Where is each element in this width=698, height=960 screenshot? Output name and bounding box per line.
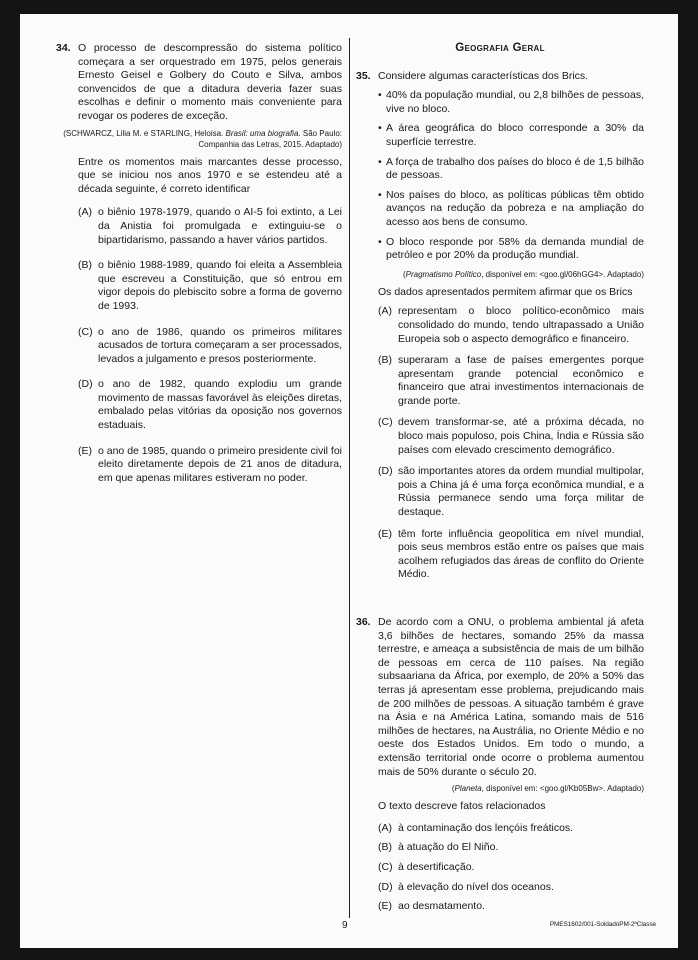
question-number: 35. <box>356 69 371 82</box>
list-item <box>356 122 644 149</box>
option-d[interactable] <box>356 881 644 895</box>
source-author: (SCHWARCZ, Lilia M. e STARLING, Heloisa. <box>63 128 226 138</box>
option-d[interactable] <box>356 465 644 519</box>
option-text: o biênio 1988-1989, quando foi eleita a Assembleia que escreveu a Constituição, que só entrou em vigor depois do plebiscito sobre a forma de governo de 1993. <box>98 259 342 312</box>
source-paren: ( <box>402 269 406 279</box>
question-prompt: Entre os momentos mais marcantes desse processo, que se iniciou nos anos 1970 e se estendeu até a década seguinte, é correto identificar <box>78 155 342 195</box>
option-d[interactable] <box>56 378 342 432</box>
source-details: , disponível em: <goo.gl/Kb05Bw>. Adaptado) <box>481 784 644 794</box>
exam-page <box>20 14 678 948</box>
question-34 <box>56 42 342 124</box>
exam-code: PMES1602/001-SoldadoPM-2ªClasse <box>549 921 656 928</box>
option-b[interactable] <box>56 259 342 313</box>
option-letter: (E) <box>378 900 392 913</box>
option-letter: (B) <box>78 259 92 272</box>
source-title: Pragmatismo Político <box>405 269 482 279</box>
option-text: o ano de 1982, quando explodiu um grande movimento de massas favorável às eleições diretas, embalado pelas vitórias da oposição nos governos estaduais. <box>98 378 342 432</box>
question-stem: Considere algumas características dos Brics. <box>378 69 589 82</box>
question-prompt: O texto descreve fatos relacionados <box>378 800 546 813</box>
question-stem: De acordo com a ONU, o problema ambiental já afeta 3,6 bilhões de hectares, somando 25% da massa terrestre, e ameaça a subsistência de mais de um bilhão de pessoas em cerca de 110 países. Na região subsaariana da África, por exemplo, de 20% a 50% das terras já apresentam esse problema, prejudicando mais de 200 milhões de pessoas. A situação também é grave na Ásia e na América Latina, somando mais de 516 milhões de hectares, na Austrália, no Oriente Médio e no oeste dos Estados Unidos. Em todo o mundo, a extensão territorial onde ocorre o problema aumentou mais de 50% durante o século 20. <box>378 616 644 778</box>
question-stem: O processo de descompressão do sistema político começara a ser orquestrado em 1975, pelos generais Ernesto Geisel e Golbery do Couto e Silva, ambos convencidos de que a ditadura deveria fazer suas escolhas e definir o momento mais conveniente para revogar os poderes de exceção. <box>78 42 342 122</box>
source-citation <box>56 128 342 150</box>
option-letter: (C) <box>378 416 393 429</box>
bullet-text: A área geográfica do bloco corresponde a 30% da superfície terrestre. <box>386 122 644 148</box>
option-a[interactable] <box>56 206 342 247</box>
list-item <box>356 189 644 230</box>
option-text: ao desmatamento. <box>398 900 485 913</box>
option-text: à atuação do El Niño. <box>398 841 499 854</box>
option-text: à desertificação. <box>398 860 475 873</box>
left-column <box>56 42 342 497</box>
option-letter: (B) <box>378 354 392 367</box>
option-letter: (C) <box>378 860 393 873</box>
option-letter: (A) <box>78 206 92 219</box>
source-paren: ( <box>451 784 455 794</box>
bullet-text: 40% da população mundial, ou 2,8 bilhões de pessoas, vive no bloco. <box>386 89 644 115</box>
right-column <box>356 42 644 920</box>
option-text: representam o bloco político-econômico mais consolidado do mundo, tendo ultrapassado a União Europeia sob o aspecto demográfico e financeiro. <box>398 305 644 345</box>
option-letter: (E) <box>378 527 392 540</box>
option-text: devem transformar-se, até a próxima década, no bloco mais populoso, pois China, Índia e Rússia são países com elevado crescimento demográfico. <box>398 416 644 456</box>
option-letter: (A) <box>378 305 392 318</box>
source-title: Planeta <box>454 784 482 794</box>
option-text: superaram a fase de países emergentes porque apresentam grande potencial econômico e financeiro que atrai investimentos internacionais de grande porte. <box>398 354 644 407</box>
list-item <box>356 236 644 263</box>
option-text: são importantes atores da ordem mundial multipolar, pois a China já é uma força econômica mundial, e a Rússia permanece sendo uma força militar de destaque. <box>398 465 644 519</box>
question-number: 34. <box>56 42 71 54</box>
source-details: , disponível em: <goo.gl/06hGG4>. Adaptado) <box>481 269 644 279</box>
option-c[interactable] <box>356 861 644 875</box>
option-c[interactable] <box>356 416 644 457</box>
option-b[interactable] <box>356 354 644 408</box>
bullet: • <box>378 122 382 135</box>
option-text: à contaminação dos lençóis freáticos. <box>398 821 574 834</box>
source-citation <box>356 269 644 280</box>
option-letter: (E) <box>78 444 92 457</box>
option-letter: (D) <box>378 465 393 478</box>
bullet-text: A força de trabalho dos países do bloco é de 1,5 bilhão de pessoas. <box>386 155 644 182</box>
bullet: • <box>378 155 382 168</box>
section-title: Geografia Geral <box>455 42 545 54</box>
list-item <box>356 156 644 183</box>
source-citation <box>356 783 644 794</box>
option-a[interactable] <box>356 305 644 346</box>
page-number: 9 <box>342 920 348 931</box>
question-prompt: Os dados apresentados permitem afirmar que os Brics <box>378 285 633 298</box>
source-title: Brasil: uma biografia <box>225 128 299 138</box>
option-letter: (B) <box>378 841 392 854</box>
bullet-text: Nos países do bloco, as políticas públicas têm obtido avanços na redução da pobreza e na ampliação do acesso aos bens de consumo. <box>386 188 644 228</box>
column-divider <box>349 38 350 918</box>
option-text: têm forte influência geopolítica em nível mundial, pois seus membros estão entre os países que mais acolhem refugiados das áreas de conflito do Oriente Médio. <box>398 527 644 581</box>
option-text: o biênio 1978-1979, quando o AI-5 foi extinto, a Lei da Anistia foi promulgada e extinguiu-se o bipartidarismo, passando a haver vários partidos. <box>98 206 342 246</box>
option-b[interactable] <box>356 841 644 855</box>
bullet: • <box>378 235 382 248</box>
option-a[interactable] <box>356 822 644 836</box>
list-item <box>356 89 644 116</box>
question-36 <box>356 616 644 779</box>
bullet-text: O bloco responde por 58% da demanda mundial de petróleo e por 20% da produção mundial. <box>386 235 644 262</box>
option-letter: (D) <box>378 880 393 893</box>
question-35 <box>356 70 644 84</box>
option-letter: (D) <box>78 378 93 391</box>
option-e[interactable] <box>356 900 644 914</box>
option-c[interactable] <box>56 326 342 367</box>
option-text: o ano de 1986, quando os primeiros militares acusados de tortura começaram a ser processados, levados a julgamento e presos posteriormente. <box>98 325 342 365</box>
option-text: o ano de 1985, quando o primeiro presidente civil foi eleito diretamente depois de 21 anos de ditadura, em que apenas militares estiveram no poder. <box>98 444 342 484</box>
option-letter: (A) <box>378 821 392 834</box>
question-number: 36. <box>356 616 371 628</box>
option-letter: (C) <box>78 325 93 338</box>
bullet: • <box>378 89 382 102</box>
source-details: . São Paulo: Companhia das Letras, 2015. Adaptado) <box>198 128 342 149</box>
bullet: • <box>378 188 382 201</box>
option-text: à elevação do nível dos oceanos. <box>398 880 554 893</box>
option-e[interactable] <box>56 445 342 486</box>
option-e[interactable] <box>356 528 644 582</box>
